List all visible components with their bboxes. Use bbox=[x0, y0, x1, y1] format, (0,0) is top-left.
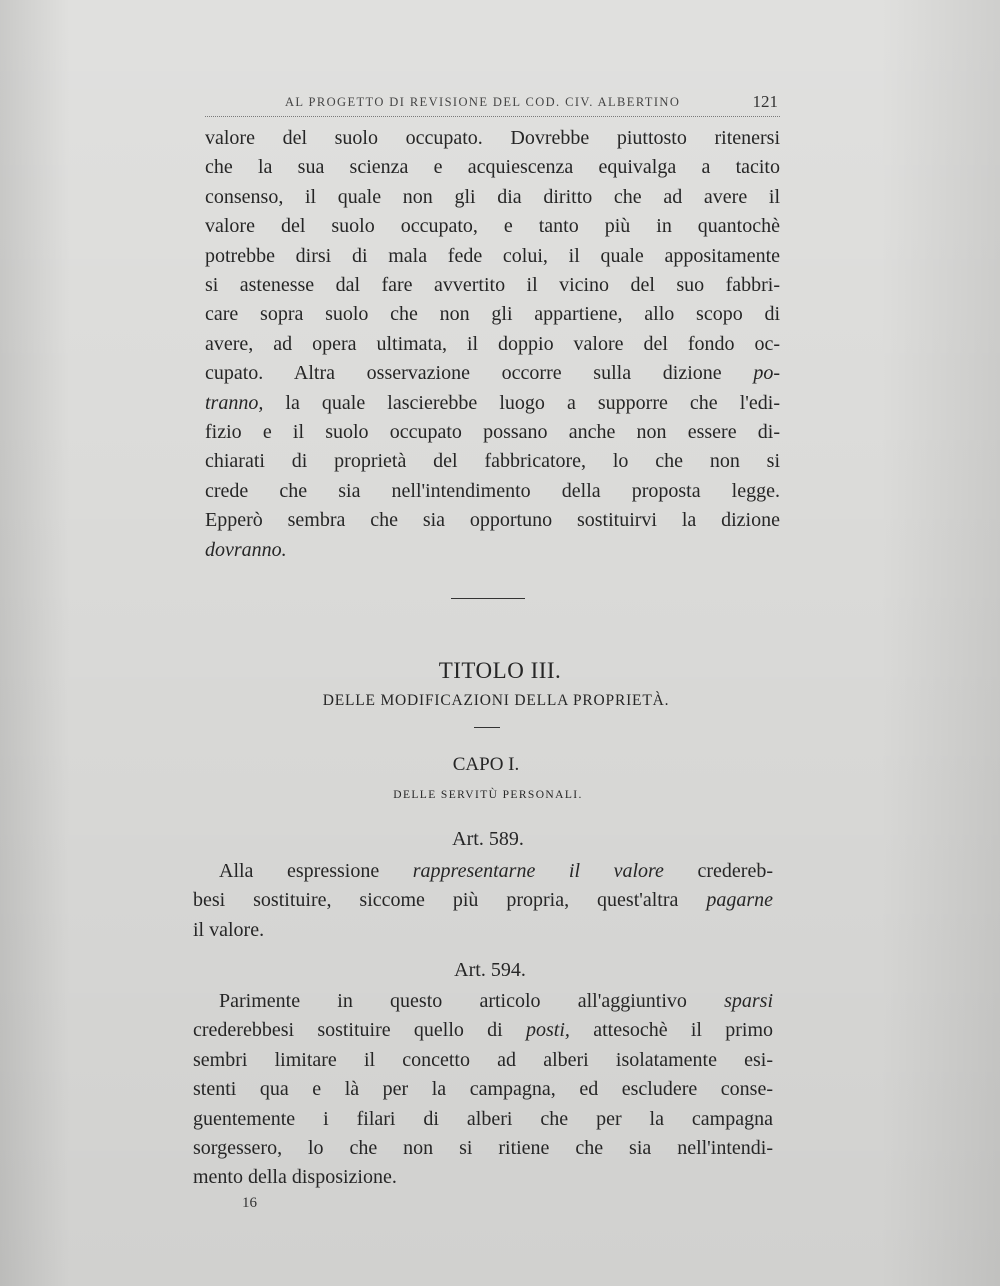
text-line bbox=[205, 536, 780, 565]
text-segment: Parimente in questo articolo all'aggiuntivo bbox=[219, 990, 687, 1012]
text-line: mento della disposizione. bbox=[193, 1166, 397, 1189]
text-line bbox=[193, 1016, 773, 1045]
text-line: crede che sia nell'intendimento della proposta legge. bbox=[205, 479, 780, 502]
text-line: valore del suolo occupato. Dovrebbe piuttosto ritenersi bbox=[205, 127, 780, 149]
page-number: 121 bbox=[752, 92, 778, 111]
article-heading: Art. 594. bbox=[454, 959, 526, 981]
text-line: il valore. bbox=[193, 918, 265, 941]
text-segment: la quale lascierebbe luogo a supporre che l'edi- bbox=[285, 391, 780, 414]
article-heading: Art. 589. bbox=[452, 828, 524, 850]
chapter-subheading: DELLE SERVITÙ PERSONALI. bbox=[393, 789, 583, 801]
text-line bbox=[193, 886, 773, 915]
text-line bbox=[205, 389, 780, 418]
text-line: consenso, il quale non gli dia diritto che ad avere il bbox=[205, 185, 780, 208]
title-heading: TITOLO III. bbox=[438, 658, 562, 683]
text-line: sembri limitare il concetto ad alberi isolatamente esi- bbox=[193, 1048, 773, 1071]
text-line: care sopra suolo che non gli appartiene, allo scopo di bbox=[205, 303, 780, 326]
text-line: potrebbe dirsi di mala fede colui, il quale appositamente bbox=[205, 244, 780, 267]
text-line: si astenesse dal fare avvertito il vicino del suo fabbri- bbox=[205, 274, 780, 297]
text-line bbox=[193, 987, 773, 1016]
section-divider bbox=[451, 598, 525, 599]
signature-mark: 16 bbox=[242, 1195, 257, 1211]
text-line: guentemente i filari di alberi che per la campagna bbox=[193, 1107, 773, 1130]
text-line bbox=[205, 359, 780, 388]
text-line bbox=[193, 857, 773, 886]
text-segment: attesochè il primo bbox=[593, 1019, 773, 1042]
running-head bbox=[205, 92, 780, 117]
text-segment: crederebbesi sostituire quello di bbox=[193, 1019, 503, 1042]
text-segment: cupato. Altra osservazione occorre sulla dizione bbox=[205, 362, 722, 385]
running-head-title: AL PROGETTO DI REVISIONE DEL COD. CIV. ALBERTINO bbox=[285, 95, 681, 109]
text-segment: credereb- bbox=[697, 860, 773, 882]
text-line: chiarati di proprietà del fabbricatore, lo che non si bbox=[205, 450, 780, 473]
italic-word: tranno, bbox=[205, 391, 264, 414]
article-paragraph bbox=[193, 987, 773, 1193]
heading-divider bbox=[474, 727, 500, 728]
article-paragraph bbox=[193, 857, 773, 945]
main-paragraph bbox=[205, 124, 780, 565]
italic-word: sparsi bbox=[724, 990, 773, 1012]
text-line: stenti qua e là per la campagna, ed escludere conse- bbox=[193, 1078, 773, 1101]
italic-phrase: rappresentarne il valore bbox=[412, 860, 664, 882]
text-line: che la sua scienza e acquiescenza equivalga a tacito bbox=[205, 156, 780, 179]
text-segment: besi sostituire, siccome più propria, quest'altra bbox=[193, 889, 679, 912]
italic-word: pagarne bbox=[706, 889, 773, 912]
text-segment: Alla espressione bbox=[219, 860, 380, 882]
text-line: Epperò sembra che sia opportuno sostituirvi la dizione bbox=[205, 509, 780, 532]
text-line: fizio e il suolo occupato possano anche non essere di- bbox=[205, 421, 780, 444]
text-line: avere, ad opera ultimata, il doppio valore del fondo oc- bbox=[205, 332, 780, 355]
italic-word: dovranno. bbox=[205, 538, 287, 561]
italic-word: po- bbox=[753, 362, 780, 385]
text-line: valore del suolo occupato, e tanto più in quantochè bbox=[205, 215, 780, 238]
title-subheading: DELLE MODIFICAZIONI DELLA PROPRIETÀ. bbox=[322, 692, 670, 709]
italic-word: posti, bbox=[526, 1019, 570, 1042]
chapter-heading: CAPO I. bbox=[452, 754, 520, 775]
text-line: sorgessero, lo che non si ritiene che sia nell'intendi- bbox=[193, 1137, 773, 1160]
